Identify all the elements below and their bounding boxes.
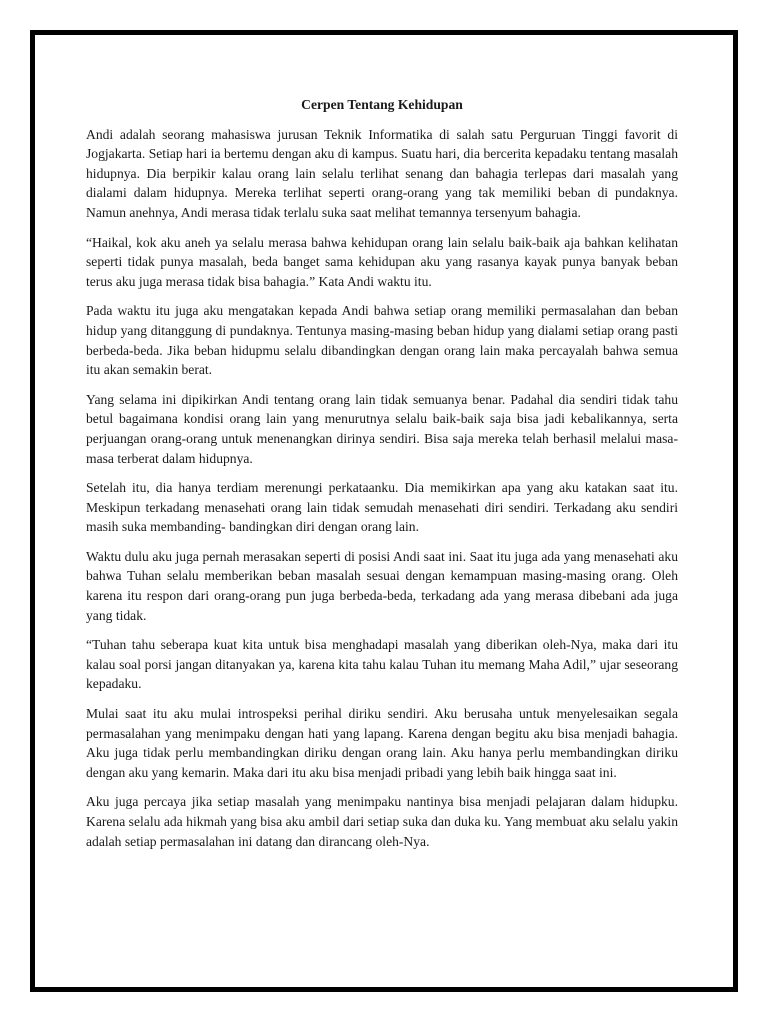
paragraph-9: Aku juga percaya jika setiap masalah yang menimpaku nantinya bisa menjadi pelajaran dalam hidupku. Karena selalu ada hikmah yang bisa aku ambil dari setiap suka dan duka ku. Yang membuat aku selalu yakin adalah setiap permasalahan ini datang dan dirancang oleh-Nya. — [86, 794, 678, 849]
paragraph-3: Pada waktu itu juga aku mengatakan kepada Andi bahwa setiap orang memiliki permasalahan dan beban hidup yang ditanggung di pundaknya. Tentunya masing-masing beban hidup yang dialami setiap orang pasti berbeda-beda. Jika beban hidupmu selalu dibandingkan dengan orang lain maka percayalah bahwa semua itu akan semakin berat. — [86, 303, 678, 378]
paragraph-4: Yang selama ini dipikirkan Andi tentang orang lain tidak semuanya benar. Padahal dia sendiri tidak tahu betul bagaimana kondisi orang lain yang menurutnya selalu baik-baik saja bisa jadi kebalikannya, serta perjuangan orang-orang untuk menenangkan dirinya sendiri. Bisa saja mereka telah berhasil melalui masa-masa terberat dalam hidupnya. — [86, 391, 678, 466]
paragraph-2: “Haikal, kok aku aneh ya selalu merasa bahwa kehidupan orang lain selalu baik-baik aja bahkan kelihatan seperti tidak punya masalah, beda banget sama kehidupan aku yang rasanya kayak punya banyak beban terus aku juga merasa tidak bisa bahagia.” Kata Andi waktu itu. — [86, 234, 678, 289]
document-body — [86, 82, 678, 861]
document-title: Cerpen Tentang Kehidupan — [301, 97, 463, 112]
paragraph-5: Setelah itu, dia hanya terdiam merenungi perkataanku. Dia memikirkan apa yang aku katakan saat itu. Meskipun terkadang menasehati orang lain tidak semudah menasehati diri sendiri. Terkadang aku sendiri masih suka membanding- bandingkan diri dengan orang lain. — [86, 480, 678, 535]
paragraph-6: Waktu dulu aku juga pernah merasakan seperti di posisi Andi saat ini. Saat itu juga ada yang menasehati aku bahwa Tuhan selalu memberikan beban masalah sesuai dengan kemampuan masing-masing orang. Oleh karena itu respon dari orang-orang pun juga berbeda-beda, terkadang ada yang merasa dibebani ada juga yang tidak. — [86, 548, 678, 623]
paragraph-7: “Tuhan tahu seberapa kuat kita untuk bisa menghadapi masalah yang diberikan oleh-Nya, maka dari itu kalau soal porsi jangan ditanyakan ya, karena kita tahu kalau Tuhan itu memang Maha Adil,” ujar seseorang kepadaku. — [86, 637, 678, 692]
paragraph-1: Andi adalah seorang mahasiswa jurusan Teknik Informatika di salah satu Perguruan Tinggi favorit di Jogjakarta. Setiap hari ia bertemu dengan aku di kampus. Suatu hari, dia bercerita kepadaku tentang masalah hidupnya. Dia berpikir kalau orang lain selalu terlihat senang dan bahagia terlepas dari masalah yang dialami dalam hidupnya. Mereka terlihat seperti orang-orang yang tak memiliki beban di pundaknya. Namun anehnya, Andi merasa tidak terlalu suka saat melihat temannya tersenyum bahagia. — [86, 126, 678, 220]
paragraph-8: Mulai saat itu aku mulai introspeksi perihal diriku sendiri. Aku berusaha untuk menyelesaikan segala permasalahan yang menimpaku dengan hati yang lapang. Karena dengan begitu aku bisa menjadi bahagia. Aku juga tidak perlu membandingkan diriku dengan orang lain. Aku hanya perlu membandingkan diriku dengan aku yang kemarin. Maka dari itu aku bisa menjadi pribadi yang lebih baik hingga saat ini. — [86, 706, 678, 780]
